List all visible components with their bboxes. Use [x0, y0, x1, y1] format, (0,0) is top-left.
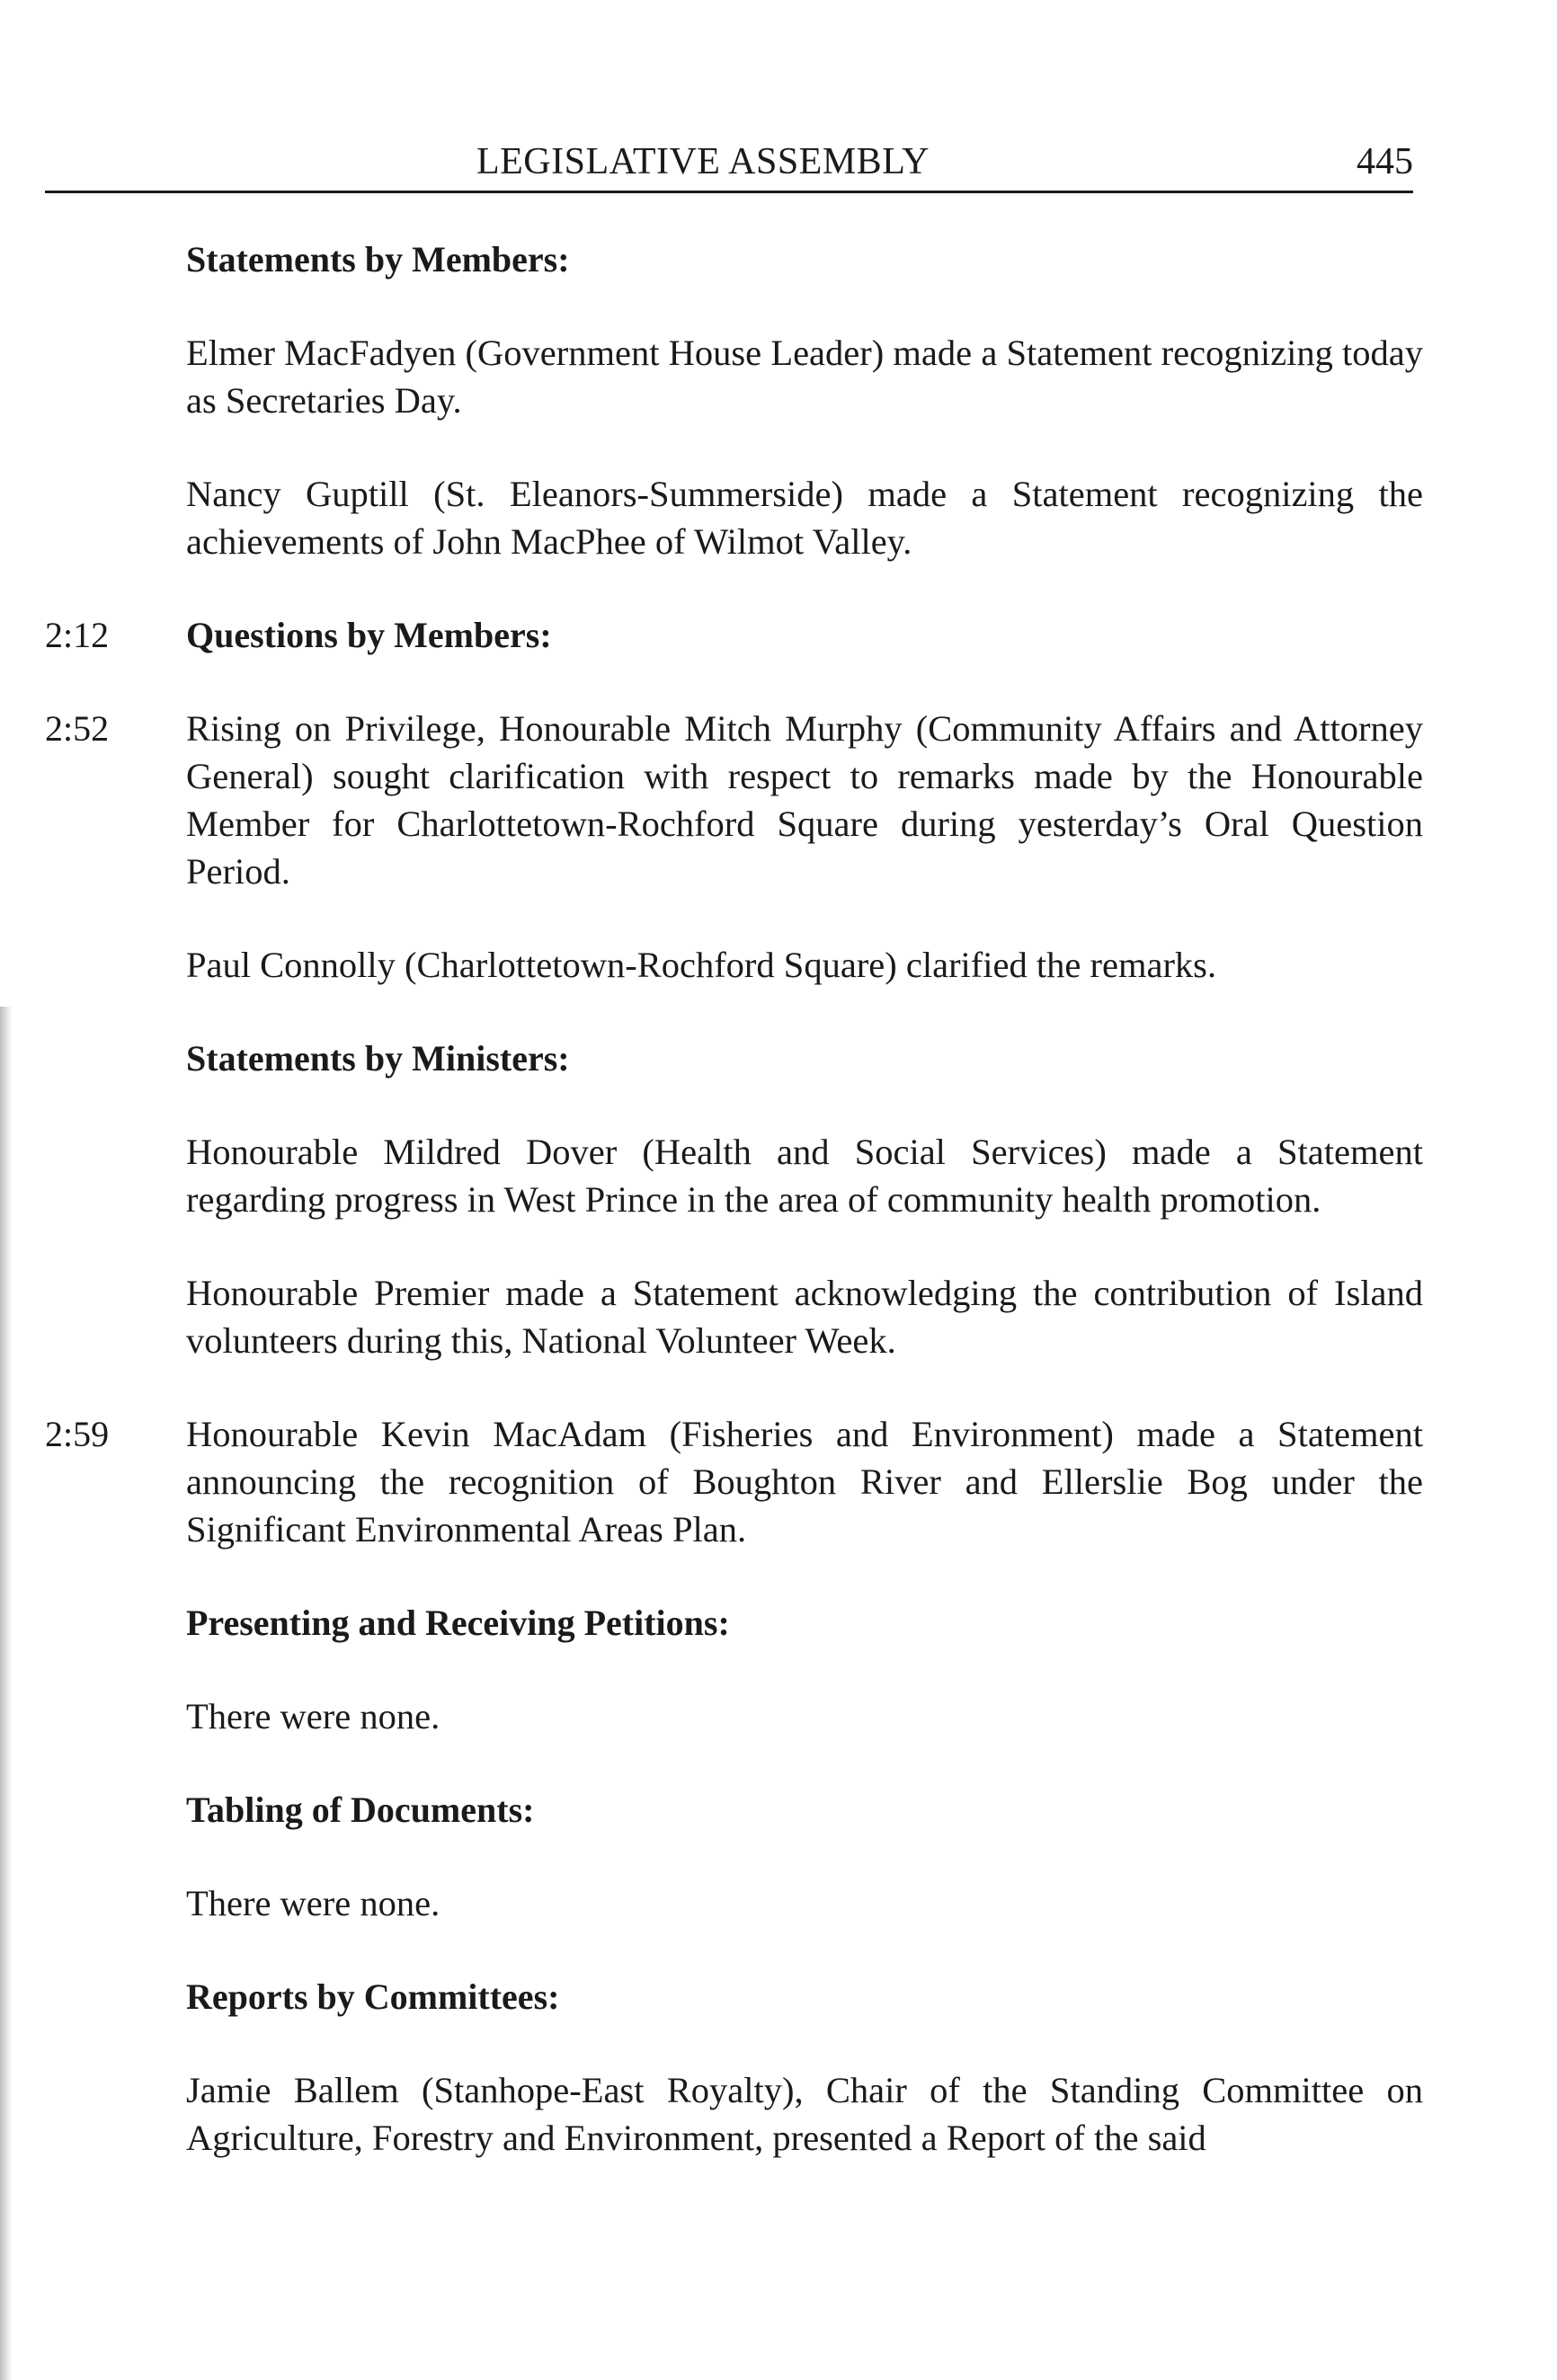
running-header: [45, 137, 1413, 193]
heading-text: Presenting and Receiving Petitions:: [186, 1603, 730, 1643]
paragraph-text: Rising on Privilege, Honourable Mitch Murphy (Community Affairs and Attorney General) sought clarification with respect to remarks made by the Honourable Member for Charlottetown-Rochford Square during yesterday’s Oral Question Period.: [186, 708, 1423, 892]
running-title: LEGISLATIVE ASSEMBLY: [476, 141, 930, 182]
time-marker: 2:12: [45, 615, 110, 655]
section-heading: [186, 1973, 1423, 2020]
section-heading: [186, 1786, 1423, 1834]
page-number: 445: [1357, 141, 1413, 182]
paragraph-text: There were none.: [186, 1696, 440, 1736]
paragraph: [45, 705, 1423, 895]
paragraph-text: Honourable Mildred Dover (Health and Social Services) made a Statement regarding progress in West Prince in the area of community health promotion.: [186, 1132, 1423, 1220]
paragraph: [45, 1410, 1423, 1553]
section-heading: [186, 1035, 1423, 1082]
paragraph: [186, 1128, 1423, 1223]
heading-text: Statements by Ministers:: [186, 1038, 570, 1079]
section-heading: [186, 235, 1423, 283]
section-heading: [186, 1599, 1423, 1647]
paragraph-text: There were none.: [186, 1883, 440, 1923]
paragraph: [186, 329, 1423, 424]
paragraph: [186, 1692, 1423, 1740]
time-marker: 2:59: [45, 1414, 110, 1454]
paragraph: [186, 1269, 1423, 1364]
paragraph: [186, 941, 1423, 989]
journal-body: [45, 235, 1423, 2207]
heading-text: Questions by Members:: [186, 615, 552, 655]
paragraph: [186, 1879, 1423, 1927]
heading-text: Reports by Committees:: [186, 1976, 560, 2017]
paragraph: [186, 470, 1423, 565]
heading-text: Tabling of Documents:: [186, 1789, 535, 1830]
scan-edge-shadow: [0, 1007, 13, 2380]
paragraph-text: Honourable Kevin MacAdam (Fisheries and Environment) made a Statement announcing the recognition of Boughton River and Ellerslie Bog under the Significant Environmental Areas Plan.: [186, 1414, 1423, 1550]
paragraph: [186, 2066, 1423, 2162]
paragraph-text: Paul Connolly (Charlottetown-Rochford Square) clarified the remarks.: [186, 945, 1217, 985]
section-heading: [45, 611, 1423, 659]
paragraph-text: Jamie Ballem (Stanhope-East Royalty), Chair of the Standing Committee on Agriculture, Forestry and Environment, presented a Report of the said: [186, 2070, 1423, 2158]
heading-text: Statements by Members:: [186, 239, 570, 280]
paragraph-text: Elmer MacFadyen (Government House Leader) made a Statement recognizing today as Secretaries Day.: [186, 333, 1423, 421]
paragraph-text: Nancy Guptill (St. Eleanors-Summerside) made a Statement recognizing the achievements of John MacPhee of Wilmot Valley.: [186, 474, 1423, 562]
time-marker: 2:52: [45, 708, 110, 749]
paragraph-text: Honourable Premier made a Statement acknowledging the contribution of Island volunteers during this, National Volunteer Week.: [186, 1273, 1423, 1361]
